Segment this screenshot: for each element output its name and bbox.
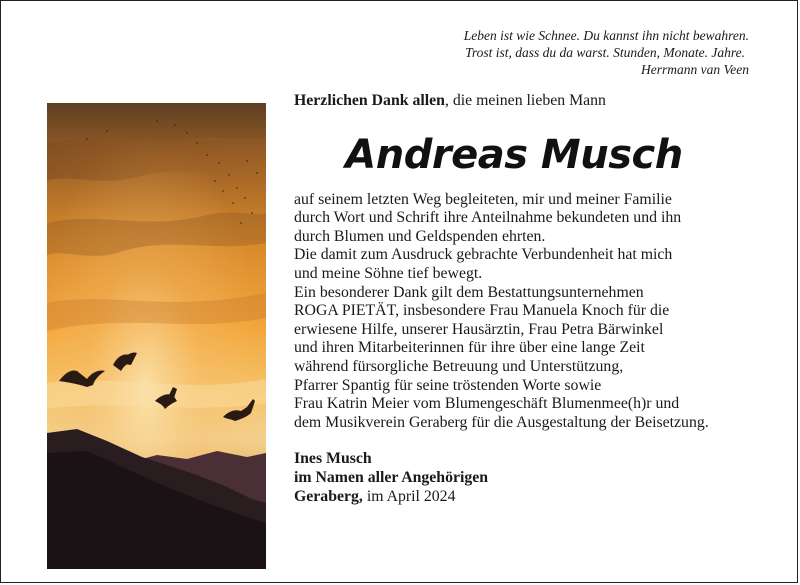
body-line: ROGA PIETÄT, insbesondere Frau Manuela Knoch für die bbox=[294, 302, 670, 320]
signer-name: Ines Musch bbox=[294, 450, 372, 468]
sunset-birds-image bbox=[47, 103, 266, 569]
body-line: auf seinem letzten Weg begleiteten, mir und meiner Familie bbox=[294, 190, 672, 208]
place-date-text: im April 2024 bbox=[362, 487, 456, 505]
body-line: während fürsorgliche Betreuung und Unterstützung, bbox=[294, 357, 624, 375]
body-line: und ihren Mitarbeiterinnen für ihre über eine lange Zeit bbox=[294, 339, 645, 357]
greeting bbox=[294, 92, 764, 111]
body-line: durch Wort und Schrift ihre Anteilnahme bekundeten und ihn bbox=[294, 209, 682, 227]
signer-family: im Namen aller Angehörigen bbox=[294, 468, 489, 486]
body-line: durch Blumen und Geldspenden ehrten. bbox=[294, 227, 546, 245]
body-line: Frau Katrin Meier vom Blumengeschäft Blumenmee(h)r und bbox=[294, 395, 680, 413]
deceased-name: Andreas Musch bbox=[345, 131, 683, 178]
body-line: Die damit zum Ausdruck gebrachte Verbundenheit hat mich bbox=[294, 246, 673, 264]
quote-block bbox=[389, 27, 749, 78]
body-line: erwiesene Hilfe, unserer Hausärztin, Frau Petra Bärwinkel bbox=[294, 320, 664, 338]
greeting-rest: , die meinen lieben Mann bbox=[444, 92, 606, 109]
thank-you-text bbox=[294, 92, 764, 506]
body-line: Pfarrer Spantig für seine tröstenden Worte sowie bbox=[294, 376, 602, 394]
place-date bbox=[294, 488, 764, 507]
quote-line-1: Leben ist wie Schnee. Du kannst ihn nicht bewahren. bbox=[463, 28, 749, 43]
body-line: Ein besonderer Dank gilt dem Bestattungsunternehmen bbox=[294, 283, 644, 301]
body-line: und meine Söhne tief bewegt. bbox=[294, 264, 483, 282]
signer-block bbox=[294, 450, 764, 487]
quote-author: Herrmann van Veen bbox=[641, 62, 749, 77]
quote-line-2: Trost ist, dass du da warst. Stunden, Monate. Jahre. bbox=[465, 45, 745, 60]
body-line: dem Musikverein Geraberg für die Ausgestaltung der Beisetzung. bbox=[294, 413, 709, 431]
greeting-bold: Herzlichen Dank allen bbox=[294, 92, 445, 109]
place-city: Geraberg, bbox=[294, 487, 363, 505]
